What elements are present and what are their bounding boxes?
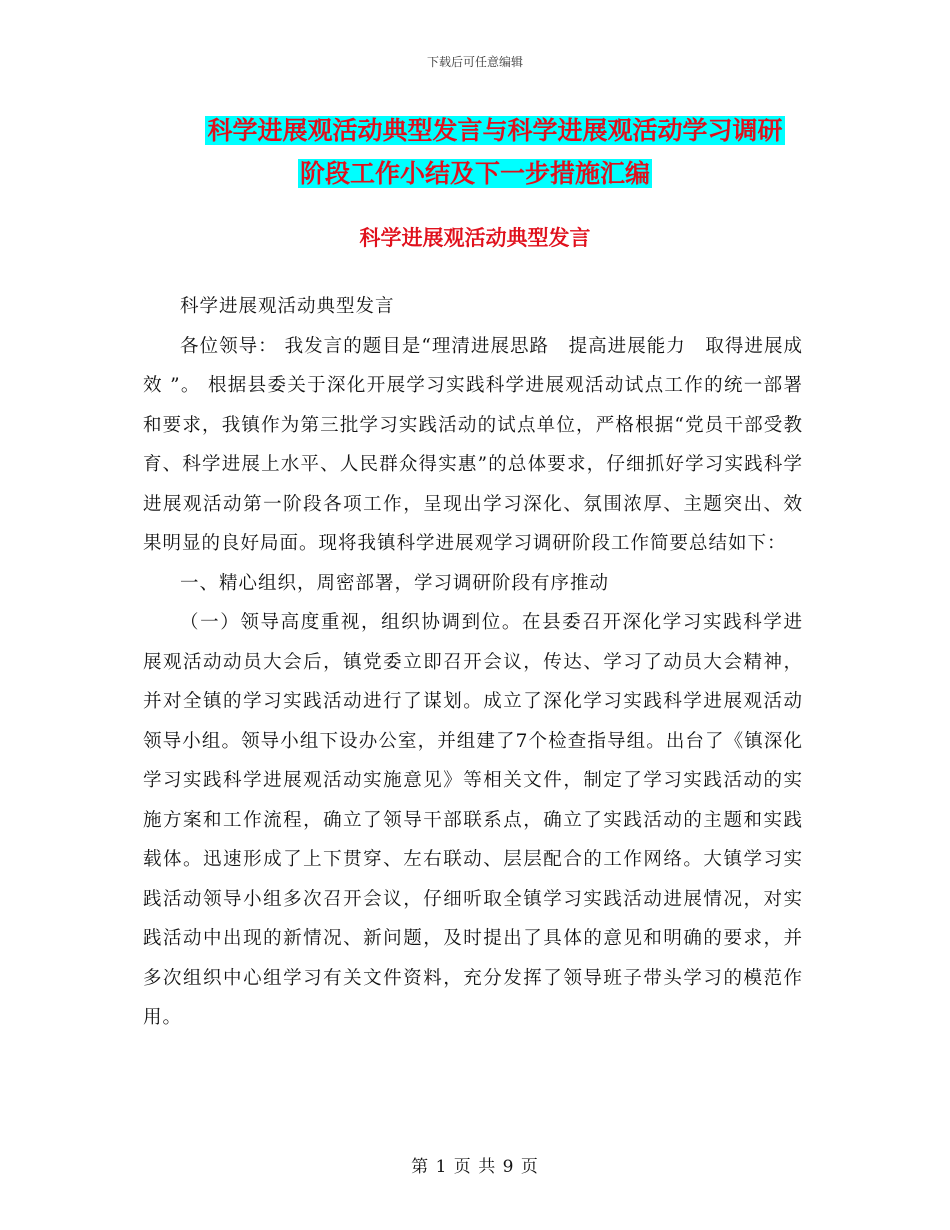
paragraph-speech-title: 科学进展观活动典型发言 bbox=[180, 296, 395, 317]
main-title-line-2 bbox=[0, 154, 950, 194]
section-subtitle: 科学进展观活动典型发言 bbox=[359, 225, 591, 250]
main-title-line-2-text: 阶段工作小结及下一步措施汇编 bbox=[299, 159, 650, 188]
header-note: 下载后可任意编辑 bbox=[426, 55, 523, 69]
paragraph-introduction: 各位领导： 我发言的题目是“理清进展思路 提高进展能力 取得进展成效 ”。 根据县委关于深化开展学习实践科学进展观活动试点工作的统一部署和要求，我镇作为第三批学习实践活动的试点单位，严格根据“党员干部受教育、科学进展上水平、人民群众得实惠”的总体要求，仔细抓好学习实践科学进展观活动第一阶段各项工作，呈现出学习深化、氛围浓厚、主题突出、效果明显的良好局面。现将我镇科学进展观学习调研阶段工作简要总结如下： bbox=[143, 335, 803, 554]
paragraph-section-heading: 一、精心组织，周密部署，学习调研阶段有序推动 bbox=[180, 572, 610, 594]
paragraph-organization: （一）领导高度重视，组织协调到位。在县委召开深化学习实践科学进展观活动动员大会后，镇党委立即召开会议，传达、学习了动员大会精神，并对全镇的学习实践活动进行了谋划。成立了深化学习实践科学进展观活动领导小组。领导小组下设办公室，并组建了7个检查指导组。出台了《镇深化学习实践科学进展观活动实施意见》等相关文件，制定了学习实践活动的实施方案和工作流程，确立了领导干部联系点，确立了实践活动的主题和实践载体。迅速形成了上下贯穿、左右联动、层层配合的工作网络。大镇学习实践活动领导小组多次召开会议，仔细听取全镇学习实践活动进展情况，对实践活动中出现的新情况、新问题，及时提出了具体的意见和明确的要求，并多次组织中心组学习有关文件资料，充分发挥了领导班子带头学习的模范作用。 bbox=[143, 612, 803, 1028]
main-title-line-1-text: 科学进展观活动典型发言与科学进展观活动学习调研 bbox=[207, 116, 783, 145]
document-body bbox=[143, 287, 803, 1038]
page-footer: 第 1 页 共 9 页 bbox=[411, 1157, 539, 1177]
main-title-line-1 bbox=[20, 111, 950, 151]
